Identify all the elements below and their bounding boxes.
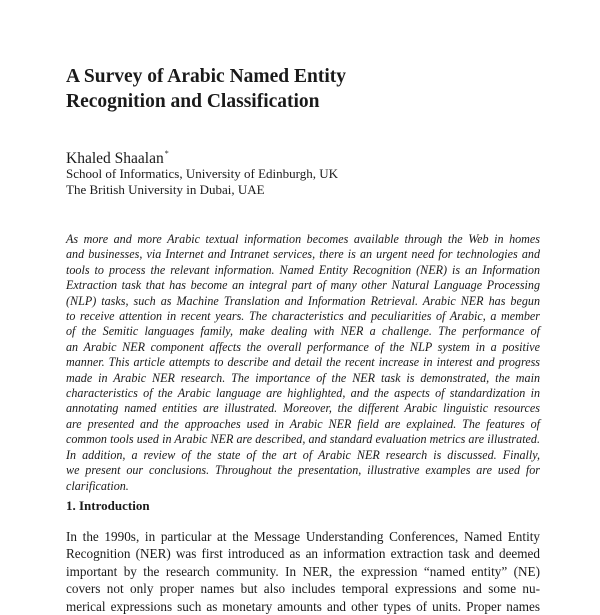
abstract-line: Extraction task that has become an integral part of many other Natural Language Processing [66,278,540,293]
body-line: merical expressions such as monetary amounts and other types of units. Proper names [66,598,540,614]
abstract-line: made in Arabic NER research. The importance of the NER task is demonstrated, the main [66,370,540,385]
author-text: Khaled Shaalan [66,150,164,167]
abstract-line: (NLP) tasks, such as Machine Translation and Information Retrieval. Arabic NER has begun [66,293,540,308]
affiliation: School of Informatics, University of Edinburgh, UK [66,166,338,181]
abstract-line: to receive attention in recent years. The characteristics and peculiarities of Arabic, a member [66,309,540,324]
abstract-line: we present our conclusions. Throughout the presentation, illustrative examples are used for [66,463,540,478]
abstract-line: are presented and the approaches used in Arabic NER field are explained. The features of [66,416,540,431]
affiliation: The British University in Dubai, UAE [66,182,265,197]
abstract-line: As more and more Arabic textual information becomes available through the Web in homes [66,232,540,246]
section-heading: 1. Introduction [66,498,150,513]
abstract-line: and businesses, via Internet and Intranet services, there is an urgent need for technologies and [66,247,540,262]
abstract-line: tools to process the relevant information. Named Entity Recognition (NER) is an Information [66,262,540,277]
introduction-paragraph [66,528,540,615]
abstract-line: an Arabic NER component affects the overall performance of the NLP system in a positive [66,339,540,354]
body-line: important by the research community. In NER, the expression “named entity” (NE) [66,563,540,579]
body-line: Recognition (NER) was first introduced as an information extraction task and deemed [66,546,540,562]
abstract-line: clarification. [66,478,129,493]
abstract [66,232,540,494]
title-line: A Survey of Arabic Named Entity [66,66,347,87]
author-footnote-mark: * [164,149,169,158]
body-line: In the 1990s, in particular at the Message Understanding Conferences, Named Entity [66,529,540,544]
abstract-line: characteristics of the Arabic language are highlighted, and the aspects of standardization in [66,386,540,401]
paper-title [66,64,546,114]
abstract-line: manner. This article attempts to describe and detail the recent increase in interest and progress [66,355,540,370]
body-line: covers not only proper names but also includes temporal expressions and some nu- [66,581,540,597]
title-line: Recognition and Classification [66,91,320,112]
abstract-line: common tools used in Arabic NER are described, and standard evaluation metrics are illustrated. [66,432,540,447]
abstract-line: In addition, a review of the state of the art of Arabic NER research is discussed. Finally, [66,447,540,462]
abstract-line: annotating named entities are illustrated. Moreover, the different Arabic linguistic resources [66,401,540,416]
abstract-line: of the Semitic languages family, make dealing with NER a challenge. The performance of [66,324,540,339]
